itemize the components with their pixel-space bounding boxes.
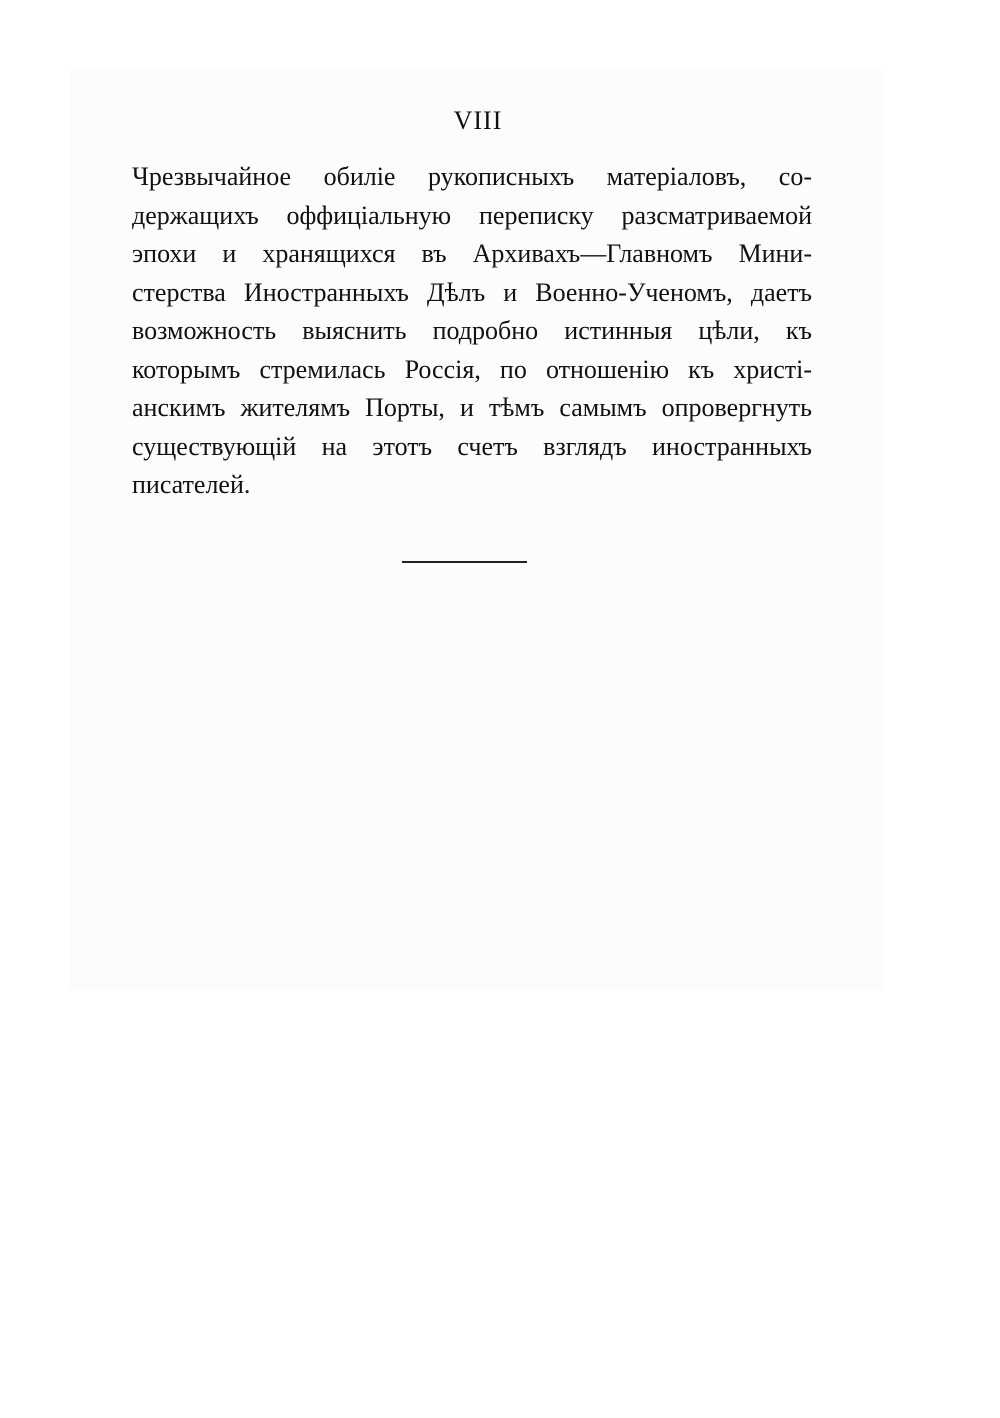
text-line: анскимъ жителямъ Порты, и тѣмъ самымъ опровергнуть [132,393,812,422]
text-line: держащихъ оффиціальную переписку разсматриваемой [132,200,812,230]
text-line: существующій на этотъ счетъ взглядъ иностранныхъ [132,431,812,461]
text-line: возможность выяснить подробно истинныя цѣли, къ [132,316,812,345]
text-line: писателей. [132,470,251,499]
section-divider [402,561,527,563]
page-number: VIII [453,106,503,135]
text-line: эпохи и хранящихся въ Архивахъ—Главномъ Мини- [132,239,812,268]
text-line: стерства Иностранныхъ Дѣлъ и Военно-Ученомъ, даетъ [132,277,812,307]
paragraph [132,158,812,505]
text-line: Чрезвычайное обиліе рукописныхъ матеріаловъ, со- [132,162,812,191]
text-line: которымъ стремилась Россія, по отношенію къ христі- [132,354,812,384]
